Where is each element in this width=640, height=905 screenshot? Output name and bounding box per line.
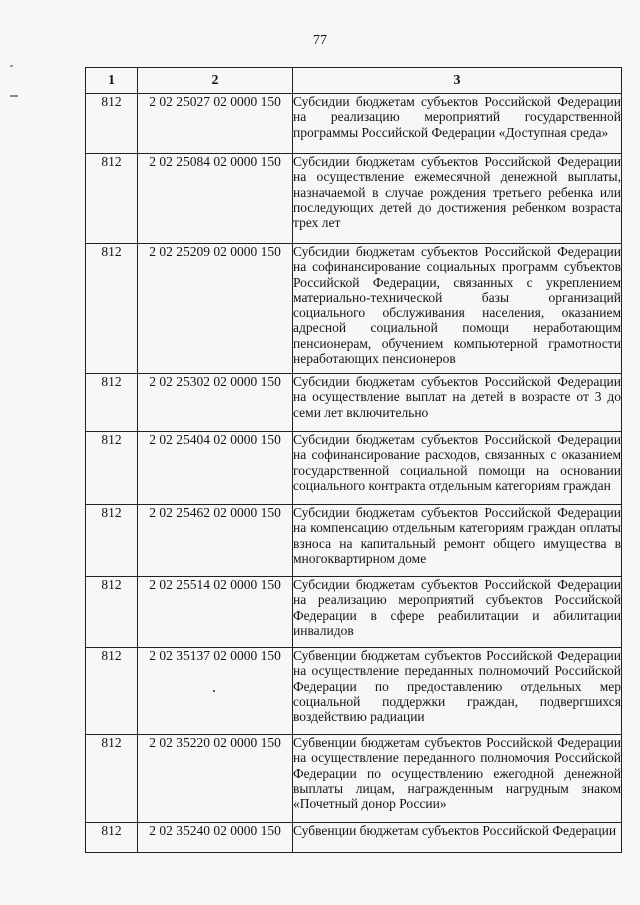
table-header-row [86,68,622,94]
admin-code-cell: 812 [86,505,138,577]
column-header: 1 [86,68,138,94]
column-header: 2 [138,68,293,94]
description-cell: Субсидии бюджетам субъектов Российской Федерации на осуществление выплат на детей в возрасте от 3 до семи лет включительно [293,374,622,432]
admin-code-cell: 812 [86,648,138,735]
revenue-code-cell: 2 02 35137 02 0000 150 [138,648,293,735]
description-cell: Субсидии бюджетам субъектов Российской Федерации на реализацию мероприятий государственной программы Российской Федерации «Доступная среда» [293,94,622,154]
revenue-code-cell: 2 02 25404 02 0000 150 [138,432,293,505]
admin-code-cell: 812 [86,154,138,244]
description-cell: Субсидии бюджетам субъектов Российской Федерации на компенсацию отдельным категориям граждан оплаты взноса на капитальный ремонт общего имущества в многоквартирном доме [293,505,622,577]
table-row [86,432,622,505]
admin-code-cell: 812 [86,432,138,505]
table-row [86,374,622,432]
revenue-code-cell: 2 02 25027 02 0000 150 [138,94,293,154]
description-cell: Субсидии бюджетам субъектов Российской Федерации на софинансирование социальных программ субъектов Российской Федерации, связанных с укреплением материально-технической базы организаций социального обслуживания населения, оказанием адресной социальной помощи неработающим пенсионерам, обучением компьютерной грамотности неработающих пенсионеров [293,244,622,374]
table-row [86,94,622,154]
admin-code-cell: 812 [86,94,138,154]
revenue-code-cell: 2 02 25514 02 0000 150 [138,577,293,648]
margin-mark [10,65,13,67]
table-row [86,823,622,853]
revenue-code-cell: 2 02 25302 02 0000 150 [138,374,293,432]
description-cell: Субвенции бюджетам субъектов Российской Федерации [293,823,622,853]
table-row [86,154,622,244]
description-cell: Субвенции бюджетам субъектов Российской Федерации на осуществление переданного полномочия Российской Федерации по осуществлению ежегодной денежной выплаты лицам, награжденным нагрудным знаком «Почетный донор России» [293,735,622,823]
admin-code-cell: 812 [86,374,138,432]
margin-mark [10,95,18,97]
table-row [86,577,622,648]
admin-code-cell: 812 [86,244,138,374]
budget-codes-table [85,67,622,853]
admin-code-cell: 812 [86,577,138,648]
description-cell: Субсидии бюджетам субъектов Российской Федерации на софинансирование расходов, связанных с оказанием государственной социальной помощи на основании социального контракта отдельным категориям граждан [293,432,622,505]
table-row [86,244,622,374]
revenue-code-cell: 2 02 25209 02 0000 150 [138,244,293,374]
table-row [86,505,622,577]
description-cell: Субсидии бюджетам субъектов Российской Федерации на осуществление ежемесячной денежной выплаты, назначаемой в случае рождения третьего ребенка или последующих детей до достижения ребенком возраста трех лет [293,154,622,244]
table-row [86,648,622,735]
table-row [86,735,622,823]
description-cell: Субвенции бюджетам субъектов Российской Федерации на осуществление переданных полномочий Российской Федерации по предоставлению отдельных мер социальной поддержки граждан, подвергшихся воздействию радиации [293,648,622,735]
revenue-code-cell: 2 02 35220 02 0000 150 [138,735,293,823]
description-cell: Субсидии бюджетам субъектов Российской Федерации на реализацию мероприятий субъектов Российской Федерации в сфере реабилитации и абилитации инвалидов [293,577,622,648]
page-number: 77 [313,33,327,48]
column-header: 3 [293,68,622,94]
revenue-code-cell: 2 02 25084 02 0000 150 [138,154,293,244]
admin-code-cell: 812 [86,823,138,853]
revenue-code-cell: 2 02 25462 02 0000 150 [138,505,293,577]
revenue-code-cell: 2 02 35240 02 0000 150 [138,823,293,853]
admin-code-cell: 812 [86,735,138,823]
